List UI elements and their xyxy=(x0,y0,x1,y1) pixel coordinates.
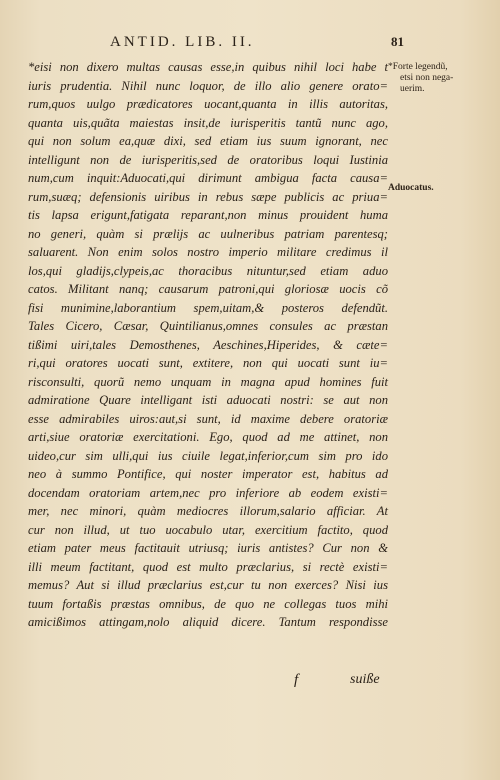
text-line: quanta uis,quãta maiestas insit,de iurisperitis tantũ nunc ago, xyxy=(28,115,388,130)
text-line: no generi, quàm si prælijs ac uulneribus patriam parentesq; xyxy=(28,226,388,241)
text-line: tis lapsa erigunt,fatigata reparant,non minus prouident huma xyxy=(28,208,388,222)
text-line: uideo,cur sim ulli,qui ius ciuile legat,inferior,cum sim pro ido xyxy=(28,448,388,463)
margin-note-line: etsi non nega- xyxy=(400,73,454,83)
text-line: ri,qui oratores uocati sunt, extitere, non qui uocati sunt iu= xyxy=(28,356,388,370)
text-line: illi meum factitant, quod est multo præclarius, si rectè existi= xyxy=(28,559,388,574)
text-line: los,qui gladijs,clypeis,ac thoracibus nituntur,sed etiam aduo xyxy=(28,263,388,278)
text-line: intelligunt non de iurisperitis,sed de oratoribus loqui Iustinia xyxy=(28,152,388,167)
text-line: *eisi non dixero multas causas esse,in quibus nihil loci habe t xyxy=(28,60,388,74)
text-line: esse admirabiles uiros:aut,si sunt, id maxime debere oratoriæ xyxy=(28,411,388,426)
text-line: admiratione Quare intelligant isti aduocati nostri: se aut non xyxy=(28,393,388,407)
signature-mark: f xyxy=(294,672,299,688)
margin-note-aduocatus: Aduocatus. xyxy=(388,183,434,193)
text-line: risconsulti, quorũ nemo unquam in magna apud homines fuit xyxy=(28,374,388,389)
catchword: suiße xyxy=(350,672,380,687)
text-line: mer, nec minori, quàm mediocres illorum,salario afficiar. At xyxy=(28,504,388,518)
text-line: qui non solum ea,quæ dixi, sed etiam ius suum ignorant, nec xyxy=(28,134,388,148)
text-line: catos. Militant nanq; causarum patroni,qui gloriosæ uocis cõ xyxy=(28,282,388,296)
text-line: num,cum inquit:Aduocati,qui dirimunt ambigua facta causa= xyxy=(28,171,388,185)
page-header xyxy=(0,34,500,54)
text-line: etiam pater meus factitauit utriusq; iuris antistes? Cur non & xyxy=(28,541,388,555)
page-footer xyxy=(0,672,500,692)
text-line: tuum fortaßis præstas omnibus, de quo ne collegas tuos mihi xyxy=(28,596,388,611)
running-title: ANTID. LIB. II. xyxy=(110,34,255,50)
text-line: neo à summo Pontifice, qui noster imperator est, habitus ad xyxy=(28,467,388,481)
text-line: arti,siue oratoriæ exercitationi. Ego, quod ad me attinet, non xyxy=(28,430,388,444)
text-line: memus? Aut si illud præclarius est,cur tu non exerces? Nisi ius xyxy=(28,578,388,592)
text-line: fisi munimine,laborantium spem,uitam,& posteros defendũt. xyxy=(28,300,388,315)
margin-note-line: uerim. xyxy=(400,84,425,94)
margin-note-forte-legendum xyxy=(388,62,494,95)
main-text-block xyxy=(28,58,388,632)
text-line: rum,quos uulgo prædicatores uocant,quanta in illis autoritas, xyxy=(28,97,388,111)
text-line: Tales Cicero, Cæsar, Quintilianus,omnes consules ac præstan xyxy=(28,319,388,333)
text-line: docendam oratoriam artem,nec pro inferiore ab eodem existi= xyxy=(28,485,388,500)
text-line: tißimi uiri,tales Demosthenes, Aeschines,Hiperides, & cæte= xyxy=(28,337,388,352)
text-line: saluarent. Non enim solos nostro imperio militare credimus il xyxy=(28,245,388,259)
text-line: rum,suæq; defensionis uiribus in rebus sæpe publicis ac priua= xyxy=(28,189,388,204)
text-line: amicißimos attingam,nolo aliquid dicere. Tantum respondisse xyxy=(28,615,388,629)
text-line: cur non illud, ut tuo uocabulo utar, exercitium factito, quod xyxy=(28,522,388,537)
margin-note-line: *Forte legendũ, xyxy=(388,62,448,72)
text-line: iuris prudentia. Nihil nunc loquor, de illo alio genere orato= xyxy=(28,78,388,93)
folio-number: 81 xyxy=(391,34,404,49)
